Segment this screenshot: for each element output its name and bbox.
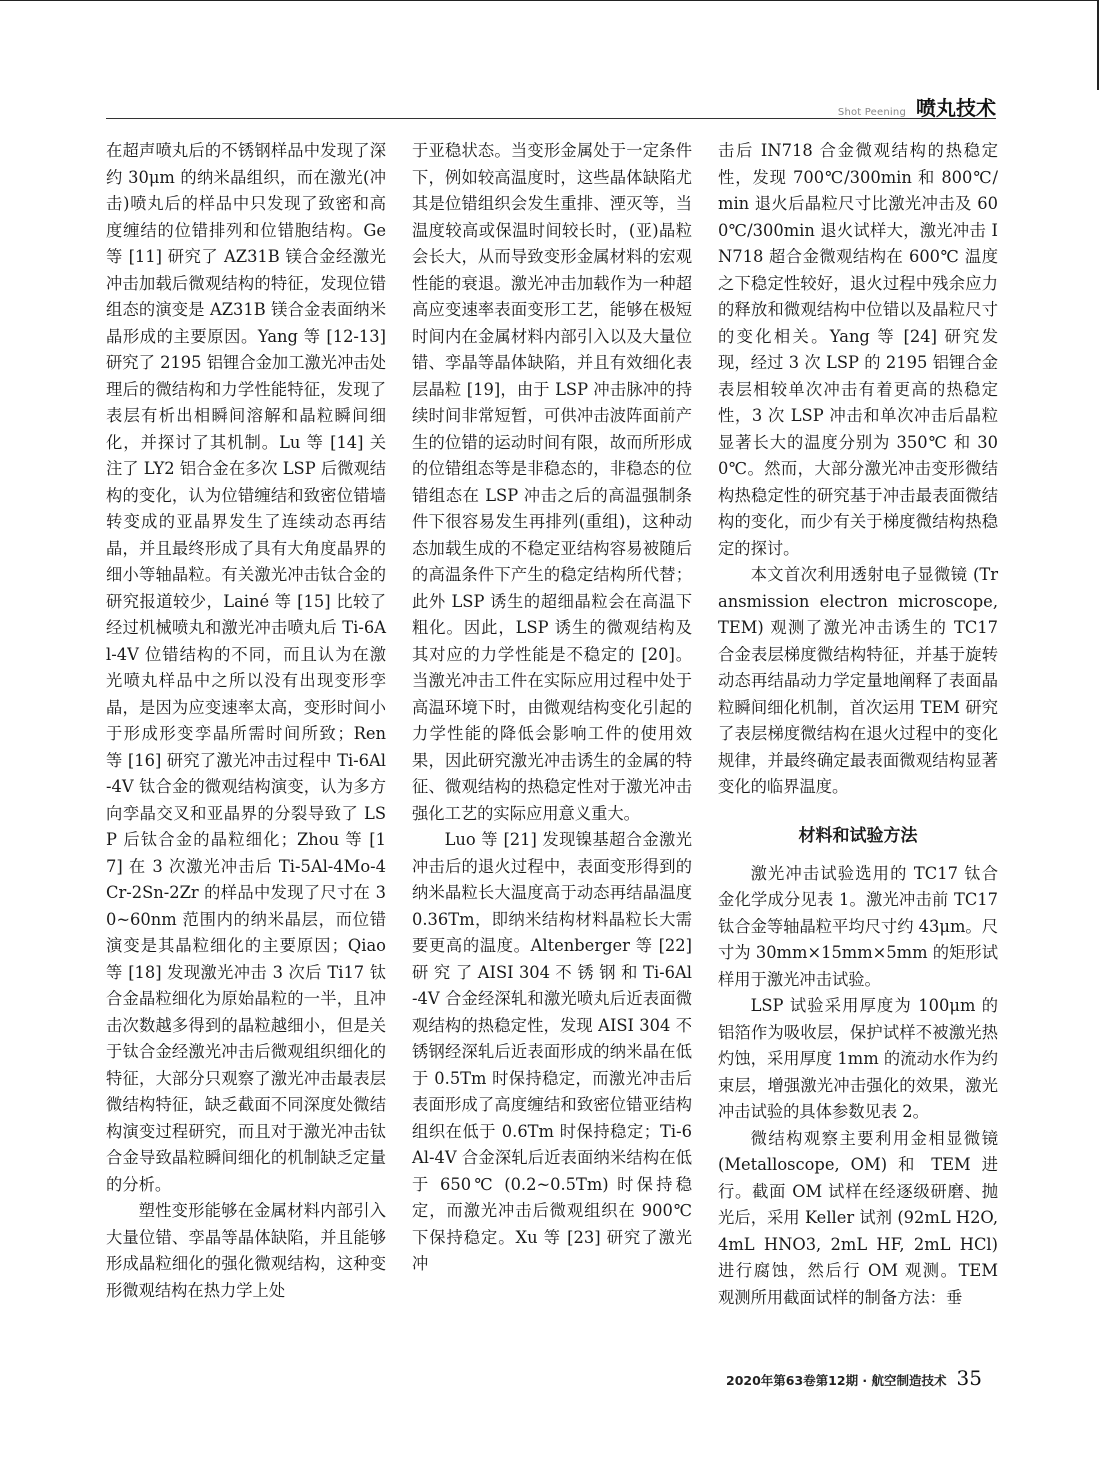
paragraph: 微结构观察主要利用金相显微镜 (Metalloscope, OM) 和 TEM 进行。截面 OM 试样在经逐级研磨、抛光后，采用 Keller 试剂 (92mL H2O, 4mL HNO3, 2mL HF, 2mL HCl) 进行腐蚀，然后行 OM 观测。TEM 观测所用截面试样的制备方法：垂 — [718, 1128, 998, 1307]
paragraph: 激光冲击试验选用的 TC17 钛合金化学成分见表 1。激光冲击前 TC17 钛合金等轴晶粒平均尺寸约 43μm。尺寸为 30mm×15mm×5mm 的矩形试样用于激光冲击试验。 — [718, 863, 998, 989]
running-footer — [726, 1366, 982, 1390]
paragraph: LSP 试验采用厚度为 100μm 的铝箔作为吸收层，保护试样不被激光热灼蚀，采用厚度 1mm 的流动水作为约束层，增强激光冲击强化的效果，激光冲击试验的具体参数见表 2。 — [718, 996, 998, 1121]
section-name-cn: 喷丸技术 — [916, 96, 996, 120]
header-rule — [106, 118, 996, 119]
text-column-3 — [718, 138, 998, 1311]
text-column-2 — [412, 138, 692, 1278]
right-border-rule — [1097, 0, 1099, 90]
paragraph: 本文首次利用透射电子显微镜 (Transmission electron microscope, TEM) 观测了激光冲击诱生的 TC17 合金表层梯度微结构特征，并基于旋转动态再结晶动力学定量地阐释了表面晶粒瞬间细化机制，首次运用 TEM 研究了表层梯度微结构在退火过程中的变化规律，并最终确定最表面微观结构显著变化的临界温度。 — [718, 565, 998, 796]
paragraph: Luo 等 [21] 发现镍基超合金激光冲击后的退火过程中，表面变形得到的纳米晶粒长大温度高于动态再结晶温度 0.36Tm，即纳米结构材料晶粒长大需要更高的温度。Altenberger 等 [22] 研 究 了 AISI 304 不 锈 钢 和 Ti-6Al-4V 合金经深轧和激光喷丸后近表面微观结构的热稳定性，发现 AISI 304 不锈钢经深轧后近表面形成的纳米晶在低于 0.5Tm 时保持稳定，而激光冲击后表面形成了高度缠结和致密位错亚结构组织在低于 0.6Tm 时保持稳定；Ti-6Al-4V 合金深轧后近表面纳米结构在低于 650℃ (0.2~0.5Tm) 时保持稳定，而激光冲击后微观组织在 900℃ 下保持稳定。Xu 等 [23] 研究了激光冲 — [412, 830, 692, 1273]
journal-issue: 2020年第63卷第12期 · 航空制造技术 — [726, 1373, 947, 1388]
text-column-1 — [106, 138, 386, 1304]
paragraph: 于亚稳状态。当变形金属处于一定条件下，例如较高温度时，这些晶体缺陷尤其是位错组织会发生重排、湮灭等，当温度较高或保温时间较长时，(亚)晶粒会长大，从而导致变形金属材料的宏观性能的衰退。激光冲击加载作为一种超高应变速率表面变形工艺，能够在极短时间内在金属材料内部引入以及大量位错、孪晶等晶体缺陷，并且有效细化表层晶粒 [19]，由于 LSP 冲击脉冲的持续时间非常短暂，可供冲击波阵面前产生的位错的运动时间有限，故而所形成的位错组态等是非稳态的，非稳态的位错组态在 LSP 冲击之后的高温强制条件下很容易发生再排列(重组)，这种动态加载生成的不稳定亚结构容易被随后的高温条件下产生的稳定结构所代替；此外 LSP 诱生的超细晶粒会在高温下粗化。因此，LSP 诱生的微观结构及其对应的力学性能是不稳定的 [20]。当激光冲击工件在实际应用过程中处于高温环境下时，由微观结构变化引起的力学性能的降低会影响工件的使用效果，因此研究激光冲击诱生的金属的特征、微观结构的热稳定性对于激光冲击强化工艺的实际应用意义重大。 — [412, 141, 692, 823]
paragraph: 塑性变形能够在金属材料内部引入大量位错、孪晶等晶体缺陷，并且能够形成晶粒细化的强化微观结构，这种变形微观结构在热力学上处 — [106, 1201, 386, 1300]
section-heading: 材料和试验方法 — [798, 825, 918, 846]
section-name-en: Shot Peening — [837, 107, 906, 118]
paragraph: 在超声喷丸后的不锈钢样品中发现了深约 30μm 的纳米晶组织，而在激光(冲击)喷丸后的样品中只发现了致密和高度缠结的位错排列和位错胞结构。Ge 等 [11] 研究了 AZ31B 镁合金经激光冲击加载后微观结构的特征，发现位错组态的演变是 AZ31B 镁合金表面纳米晶形成的主要原因。Yang 等 [12-13] 研究了 2195 铝锂合金加工激光冲击处理后的微结构和力学性能特征，发现了表层有析出相瞬间溶解和晶粒瞬间细化，并探讨了其机制。Lu 等 [14] 关注了 LY2 铝合金在多次 LSP 后微观结构的变化，认为位错缠结和致密位错墙转变成的亚晶界发生了连续动态再结晶，并且最终形成了具有大角度晶界的细小等轴晶粒。有关激光冲击钛合金的研究报道较少，Lainé 等 [15] 比较了经过机械喷丸和激光冲击喷丸后 Ti-6Al-4V 位错结构的不同，而且认为在激光喷丸样品中之所以没有出现变形孪晶，是因为应变速率太高，变形时间小于形成形变孪晶所需时间所致；Ren 等 [16] 研究了激光冲击过程中 Ti-6Al-4V 钛合金的微观结构演变，认为多方向孪晶交叉和亚晶界的分裂导致了 LSP 后钛合金的晶粒细化；Zhou 等 [17] 在 3 次激光冲击后 Ti-5Al-4Mo-4Cr-2Sn-2Zr 的样品中发现了尺寸在 30~60nm 范围内的纳米晶层，而位错演变是其晶粒细化的主要原因；Qiao 等 [18] 发现激光冲击 3 次后 Ti17 钛合金晶粒细化为原始晶粒的一半，且冲击次数越多得到的晶粒越细小，但是关于钛合金经激光冲击后微观组织细化的特征，大部分只观察了激光冲击最表层微结构特征，缺乏截面不同深度处微结构演变过程研究，而且对于激光冲击钛合金导致晶粒瞬间细化的机制缺乏定量的分析。 — [106, 141, 386, 1194]
running-header — [838, 92, 996, 121]
top-border-rule — [0, 0, 1098, 3]
page-number: 35 — [956, 1366, 982, 1390]
paragraph: 击后 IN718 合金微观结构的热稳定性，发现 700℃/300min 和 800℃/min 退火后晶粒尺寸比激光冲击及 600℃/300min 退火试样大，激光冲击 IN718 超合金微观结构在 600℃ 温度之下稳定性较好，退火过程中残余应力的释放和微观结构中位错以及晶粒尺寸的变化相关。Yang 等 [24] 研究发现，经过 3 次 LSP 的 2195 铝锂合金表层相较单次冲击有着更高的热稳定性，3 次 LSP 冲击和单次冲击后晶粒显著长大的温度分别为 350℃ 和 300℃。然而，大部分激光冲击变形微结构热稳定性的研究基于冲击最表面微结构的变化，而少有关于梯度微结构热稳定的探讨。 — [718, 141, 998, 558]
